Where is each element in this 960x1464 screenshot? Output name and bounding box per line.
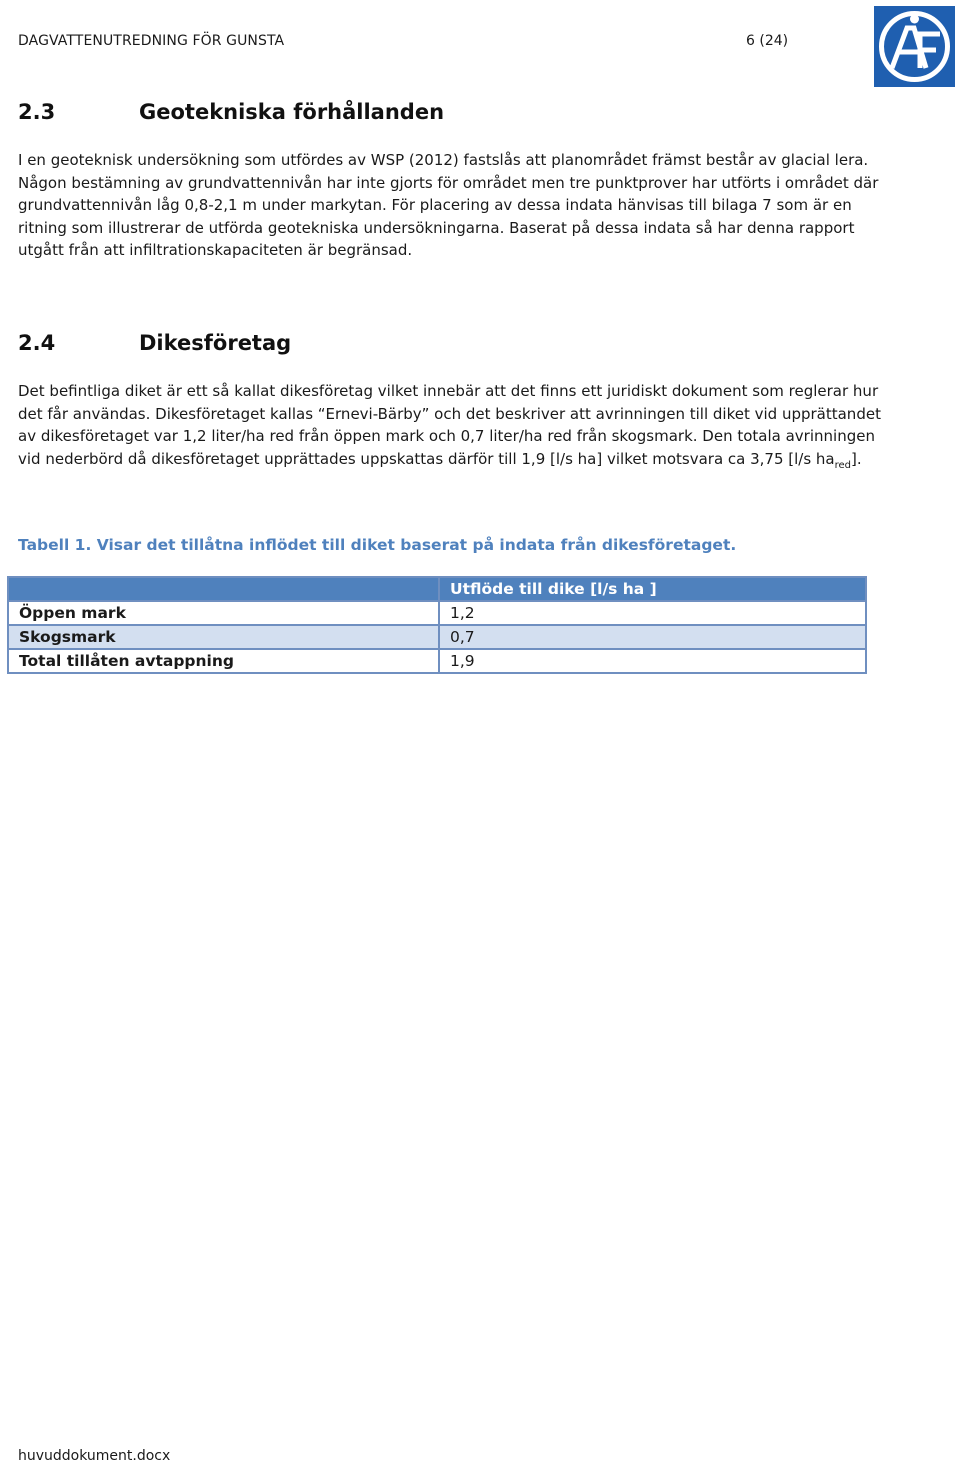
table-cell-label: Skogsmark (8, 625, 439, 649)
page-number: 6 (24) (746, 33, 789, 49)
section-number: 2.4 (18, 331, 56, 355)
subscript-red: red (834, 459, 852, 471)
outflow-table (7, 576, 867, 674)
dike-paragraph (18, 380, 888, 477)
paragraph-line: utgått från att infiltrationskapaciteten är begränsad. (18, 241, 413, 259)
table-cell-value: 1,9 (439, 649, 866, 673)
table-header-cell (8, 577, 439, 601)
geotechnics-paragraph (18, 149, 888, 262)
section-number: 2.3 (18, 100, 56, 124)
paragraph-line: I en geoteknisk undersökning som utfördes av WSP (2012) fastslås att planområdet främst består av glacial lera. (18, 151, 869, 169)
paragraph-line (18, 448, 888, 478)
paragraph-text-end: ]. (851, 449, 862, 468)
paragraph-line: ritning som illustrerar de utförda geotekniska undersökningarna. Baserat på dessa indata så har denna rapport (18, 218, 855, 237)
table-cell-value: 0,7 (439, 625, 866, 649)
paragraph-text: vid nederbörd då dikesföretaget upprättades uppskattas därför till 1,9 [l/s ha] vilket motsvara ca 3,75 [l/s ha (18, 449, 835, 468)
table-header-row (8, 577, 866, 601)
table-cell-label: Öppen mark (8, 601, 439, 625)
table-row (8, 601, 866, 625)
paragraph-line: Någon bestämning av grundvattennivån har inte gjorts för området men tre punktprover har utförts i området där (18, 173, 879, 192)
table-caption: Tabell 1. Visar det tillåtna inflödet till diket baserat på indata från dikesföretaget. (18, 536, 737, 554)
section-heading-dike (18, 331, 291, 355)
section-title: Dikesföretag (139, 331, 292, 355)
document-header-title: DAGVATTENUTREDNING FÖR GUNSTA (18, 33, 285, 49)
table-cell-label: Total tillåten avtappning (8, 649, 439, 673)
table-row (8, 625, 866, 649)
table-row (8, 649, 866, 673)
paragraph-line: av dikesföretaget var 1,2 liter/ha red från öppen mark och 0,7 liter/ha red från skogsmark. Den totala avrinningen (18, 427, 875, 445)
paragraph-line: grundvattennivån låg 0,8-2,1 m under markytan. För placering av dessa indata hänvisas till bilaga 7 som är en (18, 196, 852, 214)
table-header-cell: Utflöde till dike [l/s ha ] (439, 577, 866, 601)
footer-filename: huvuddokument.docx (18, 1448, 171, 1464)
paragraph-line: Det befintliga diket är ett så kallat dikesföretag vilket innebär att det finns ett juridiskt dokument som reglerar hur (18, 382, 879, 400)
section-title: Geotekniska förhållanden (139, 100, 445, 124)
paragraph-line: det får användas. Dikesföretaget kallas “Ernevi-Bärby” och det beskriver att avrinningen till diket vid upprättandet (18, 404, 881, 423)
section-heading-geotechnics (18, 100, 444, 124)
afconsult-logo-icon (874, 6, 955, 87)
table-cell-value: 1,2 (439, 601, 866, 625)
